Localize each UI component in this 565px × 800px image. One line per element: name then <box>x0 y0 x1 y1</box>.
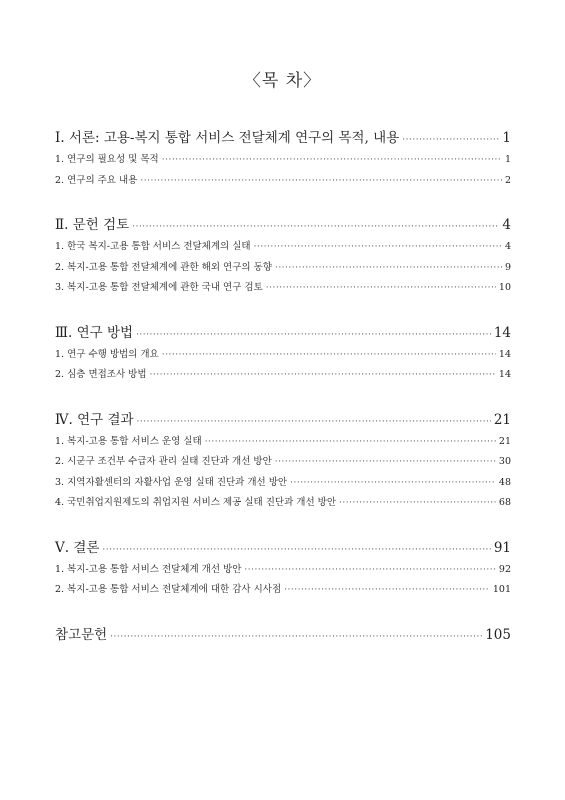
toc-section-3 <box>55 321 511 387</box>
toc-section-5 <box>55 536 511 602</box>
page-number: 21 <box>498 435 511 447</box>
entry-title: 1. 연구의 필요성 및 목적 <box>55 154 159 165</box>
dot-leader <box>205 437 496 447</box>
entry-title: 1. 한국 복지-고용 통합 서비스 전달체계의 실태 <box>55 241 251 252</box>
toc-chapter[interactable] <box>55 213 511 235</box>
toc-section-1 <box>55 126 511 192</box>
toc-entry[interactable] <box>55 151 511 172</box>
page-number: 1 <box>502 130 511 146</box>
dot-leader <box>290 478 496 488</box>
page-number: 14 <box>493 324 511 341</box>
dot-leader <box>284 585 490 595</box>
toc-entry[interactable] <box>55 581 511 602</box>
dot-leader <box>275 457 496 467</box>
toc-chapter[interactable] <box>55 321 511 343</box>
dot-leader <box>275 263 502 273</box>
toc-entry[interactable] <box>55 238 511 259</box>
page-number: 105 <box>485 626 511 643</box>
dot-leader <box>266 283 496 293</box>
page-number: 30 <box>498 456 511 467</box>
toc-entry[interactable] <box>55 453 511 474</box>
page-number: 48 <box>498 476 511 488</box>
toc-chapter[interactable] <box>55 126 511 148</box>
toc-entry[interactable] <box>55 259 511 280</box>
dot-leader <box>137 417 491 427</box>
page-number: 101 <box>492 584 511 595</box>
dot-leader <box>244 565 496 575</box>
dot-leader <box>132 222 499 232</box>
page-number: 92 <box>498 563 511 575</box>
dot-leader <box>339 498 496 508</box>
entry-title: 2. 연구의 주요 내용 <box>55 174 138 186</box>
chapter-title: Ⅳ. 연구 결과 <box>55 411 134 428</box>
chapter-title: Ⅰ. 서론: 고용-복지 통합 서비스 전달체계 연구의 목적, 내용 <box>55 130 400 146</box>
entry-title: 3. 복지-고용 통합 전달체계에 관한 국내 연구 검토 <box>55 282 263 293</box>
entry-title: 2. 복지-고용 통합 전달체계에 관한 해외 연구의 동향 <box>55 261 272 273</box>
chapter-title: Ⅲ. 연구 방법 <box>55 324 134 341</box>
toc-entry[interactable] <box>55 279 511 300</box>
toc-references[interactable] <box>55 623 511 645</box>
page-number: 14 <box>498 369 511 380</box>
toc-entry[interactable] <box>55 474 511 495</box>
page-number: 91 <box>493 539 511 556</box>
entry-title: 4. 국민취업지원제도의 취업지원 서비스 제공 실태 진단과 개선 방안 <box>55 497 337 508</box>
dot-leader <box>110 632 482 642</box>
table-of-contents <box>55 126 511 645</box>
dot-leader <box>140 176 502 186</box>
page-number: 14 <box>498 348 511 360</box>
dot-leader <box>150 370 496 380</box>
page-number: 2 <box>504 174 511 186</box>
toc-title: 〈목 차〉 <box>243 71 322 91</box>
toc-entry[interactable] <box>55 494 511 515</box>
page-number: 1 <box>504 154 511 165</box>
dot-leader <box>402 135 499 145</box>
toc-entry[interactable] <box>55 433 511 454</box>
page-number: 4 <box>504 241 511 252</box>
entry-title: 1. 복지-고용 통합 서비스 운영 실태 <box>55 435 202 447</box>
dot-leader <box>162 155 502 165</box>
entry-title: 2. 심층 면접조사 방법 <box>55 369 147 380</box>
toc-entry[interactable] <box>55 561 511 582</box>
toc-section-4 <box>55 408 511 515</box>
page-number: 21 <box>493 411 511 428</box>
dot-leader <box>136 330 491 340</box>
references-title: 참고문헌 <box>55 626 108 643</box>
dot-leader <box>162 350 496 360</box>
entry-title: 1. 복지-고용 통합 서비스 전달체계 개선 방안 <box>55 563 242 575</box>
dot-leader <box>102 545 490 555</box>
entry-title: 1. 연구 수행 방법의 개요 <box>55 348 159 360</box>
toc-entry[interactable] <box>55 172 511 193</box>
page-number: 4 <box>502 217 511 233</box>
toc-section-2 <box>55 213 511 300</box>
entry-title: 3. 지역자활센터의 자활사업 운영 실태 진단과 개선 방안 <box>55 476 288 488</box>
toc-entry[interactable] <box>55 346 511 367</box>
page-number: 10 <box>498 282 511 293</box>
toc-entry[interactable] <box>55 366 511 387</box>
page-number: 9 <box>504 261 511 273</box>
chapter-title: Ⅱ. 문헌 검토 <box>55 217 130 233</box>
entry-title: 2. 복지-고용 통합 서비스 전달체계에 대한 감사 시사점 <box>55 584 282 595</box>
toc-chapter[interactable] <box>55 536 511 558</box>
page-number: 68 <box>498 497 511 508</box>
chapter-title: Ⅴ. 결론 <box>55 539 100 556</box>
entry-title: 2. 시군구 조건부 수급자 관리 실태 진단과 개선 방안 <box>55 456 272 467</box>
toc-chapter[interactable] <box>55 408 511 430</box>
dot-leader <box>254 242 502 252</box>
